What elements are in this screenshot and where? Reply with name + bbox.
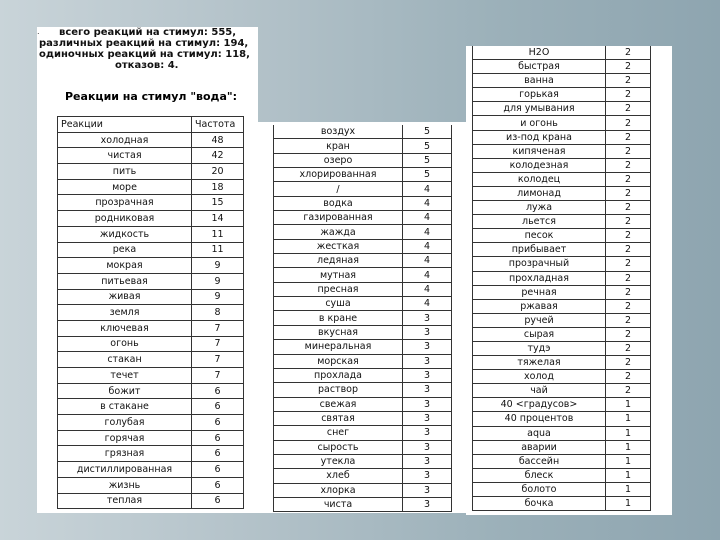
reaction-word: водка: [274, 197, 403, 211]
header-words: Реакции: [58, 117, 192, 133]
reaction-word: сырость: [274, 441, 403, 455]
table-row: [473, 116, 651, 130]
table-row: [58, 494, 244, 510]
table-row: [473, 441, 651, 455]
table-row: [58, 211, 244, 227]
reaction-word: и огонь: [473, 116, 606, 130]
reaction-word: холодная: [58, 133, 192, 149]
reaction-frequency: 3: [403, 398, 452, 412]
reaction-frequency: 4: [403, 283, 452, 297]
reaction-frequency: 5: [403, 168, 452, 182]
reaction-word: лимонад: [473, 187, 606, 201]
reaction-word: чистая: [58, 148, 192, 164]
reaction-word: земля: [58, 305, 192, 321]
reaction-frequency: 4: [403, 225, 452, 239]
reaction-word: ручей: [473, 314, 606, 328]
reaction-frequency: 11: [192, 243, 244, 259]
reaction-frequency: 11: [192, 227, 244, 243]
table-row: [473, 300, 651, 314]
table-row: [274, 283, 452, 297]
reaction-frequency: 3: [403, 412, 452, 426]
reaction-frequency: 20: [192, 164, 244, 180]
table-row: [274, 498, 452, 512]
reaction-word: в стакане: [58, 399, 192, 415]
table-row: [473, 455, 651, 469]
table-row: [473, 328, 651, 342]
reaction-word: кран: [274, 139, 403, 153]
reaction-frequency: 5: [403, 154, 452, 168]
table-row: [274, 225, 452, 239]
table-row: [274, 469, 452, 483]
reaction-frequency: 2: [606, 342, 651, 356]
table-row: [473, 46, 651, 60]
reaction-word: суша: [274, 297, 403, 311]
table-row: [58, 227, 244, 243]
frequency-table-right: [472, 46, 651, 511]
reaction-word: песок: [473, 229, 606, 243]
reaction-word: стакан: [58, 352, 192, 368]
reaction-frequency: 2: [606, 201, 651, 215]
reaction-word: болото: [473, 483, 606, 497]
frequency-table-left: [57, 116, 244, 509]
reaction-frequency: 3: [403, 498, 452, 512]
table-row: [473, 159, 651, 173]
table-row: [473, 356, 651, 370]
reaction-frequency: 3: [403, 311, 452, 325]
reaction-word: аварии: [473, 441, 606, 455]
table-row: [473, 187, 651, 201]
reaction-word: огонь: [58, 337, 192, 353]
reaction-frequency: 5: [403, 139, 452, 153]
stats-block: [37, 27, 258, 71]
table-row: [58, 133, 244, 149]
reaction-word: в кране: [274, 311, 403, 325]
table-row: [473, 427, 651, 441]
table-row: [58, 274, 244, 290]
table-row: [274, 412, 452, 426]
table-row: [473, 398, 651, 412]
reaction-word: лужа: [473, 201, 606, 215]
table-row: [274, 154, 452, 168]
reaction-frequency: 3: [403, 326, 452, 340]
table-row: [58, 164, 244, 180]
reaction-word: колодец: [473, 173, 606, 187]
reaction-word: хлорированная: [274, 168, 403, 182]
table-row: [473, 286, 651, 300]
reaction-frequency: 3: [403, 340, 452, 354]
reaction-frequency: 9: [192, 290, 244, 306]
reaction-word: мутная: [274, 268, 403, 282]
table-row: [274, 240, 452, 254]
reaction-word: море: [58, 180, 192, 196]
table-row: [274, 326, 452, 340]
reaction-frequency: 14: [192, 211, 244, 227]
table-row: [473, 272, 651, 286]
reaction-word: воздух: [274, 125, 403, 139]
table-row: [274, 197, 452, 211]
reaction-word: ледяная: [274, 254, 403, 268]
reaction-word: теплая: [58, 494, 192, 510]
reaction-word: прозрачный: [473, 257, 606, 271]
table-row: [473, 370, 651, 384]
reaction-word: льется: [473, 215, 606, 229]
reaction-frequency: 2: [606, 370, 651, 384]
reaction-frequency: 6: [192, 415, 244, 431]
table-row: [274, 125, 452, 139]
reaction-frequency: 2: [606, 215, 651, 229]
reaction-frequency: 2: [606, 116, 651, 130]
reaction-word: бочка: [473, 497, 606, 511]
table-row: [274, 426, 452, 440]
table-row: [58, 415, 244, 431]
table-header-row: [58, 117, 244, 133]
table-row: [58, 462, 244, 478]
reaction-frequency: 7: [192, 352, 244, 368]
reaction-word: святая: [274, 412, 403, 426]
reaction-frequency: 2: [606, 187, 651, 201]
reaction-frequency: 1: [606, 469, 651, 483]
reaction-word: тяжелая: [473, 356, 606, 370]
reaction-frequency: 3: [403, 441, 452, 455]
reaction-frequency: 4: [403, 182, 452, 196]
reaction-word: тудэ: [473, 342, 606, 356]
table-row: [274, 211, 452, 225]
table-row: [473, 483, 651, 497]
table-row: [473, 257, 651, 271]
reaction-word: aqua: [473, 427, 606, 441]
bullet-dot: .: [37, 27, 40, 36]
reaction-frequency: 42: [192, 148, 244, 164]
reaction-frequency: 3: [403, 355, 452, 369]
reaction-word: пить: [58, 164, 192, 180]
reaction-frequency: 5: [403, 125, 452, 139]
reaction-word: дистиллированная: [58, 462, 192, 478]
reaction-frequency: 1: [606, 412, 651, 426]
table-row: [274, 311, 452, 325]
reaction-frequency: 2: [606, 131, 651, 145]
reaction-word: река: [58, 243, 192, 259]
reaction-frequency: 3: [403, 383, 452, 397]
reaction-frequency: 6: [192, 462, 244, 478]
reaction-frequency: 1: [606, 427, 651, 441]
header-frequency: Частота: [192, 117, 244, 133]
reaction-word: горячая: [58, 431, 192, 447]
table-row: [473, 215, 651, 229]
table-row: [58, 180, 244, 196]
reaction-word: минеральная: [274, 340, 403, 354]
reaction-frequency: 4: [403, 240, 452, 254]
table-row: [58, 446, 244, 462]
reaction-frequency: 7: [192, 337, 244, 353]
reaction-frequency: 9: [192, 258, 244, 274]
reaction-frequency: 2: [606, 102, 651, 116]
table-row: [274, 369, 452, 383]
table-row: [58, 431, 244, 447]
reaction-word: колодезная: [473, 159, 606, 173]
reaction-frequency: 2: [606, 229, 651, 243]
table-row: [473, 497, 651, 511]
table-row: [58, 478, 244, 494]
reaction-frequency: 6: [192, 384, 244, 400]
reaction-word: ключевая: [58, 321, 192, 337]
table-row: [473, 201, 651, 215]
reaction-frequency: 18: [192, 180, 244, 196]
reaction-word: жидкость: [58, 227, 192, 243]
reaction-frequency: 2: [606, 300, 651, 314]
table-row: [58, 290, 244, 306]
reaction-frequency: 2: [606, 46, 651, 60]
table-row: [473, 342, 651, 356]
reaction-word: течет: [58, 368, 192, 384]
table-row: [274, 484, 452, 498]
reaction-frequency: 9: [192, 274, 244, 290]
reaction-word: раствор: [274, 383, 403, 397]
reaction-word: быстрая: [473, 60, 606, 74]
reaction-frequency: 1: [606, 455, 651, 469]
reaction-word: хлорка: [274, 484, 403, 498]
reaction-word: прибывает: [473, 243, 606, 257]
reaction-word: снег: [274, 426, 403, 440]
table-row: [58, 368, 244, 384]
reaction-word: жесткая: [274, 240, 403, 254]
table-row: [473, 469, 651, 483]
table-row: [58, 399, 244, 415]
reaction-word: блеск: [473, 469, 606, 483]
table-row: [473, 243, 651, 257]
reaction-word: чай: [473, 384, 606, 398]
reaction-word: H2O: [473, 46, 606, 60]
left-panel: [37, 27, 258, 513]
reaction-word: /: [274, 182, 403, 196]
reaction-frequency: 4: [403, 268, 452, 282]
stat-distinct: различных реакций на стимул: 194,: [39, 38, 249, 49]
reaction-word: прохладная: [473, 272, 606, 286]
reaction-frequency: 3: [403, 455, 452, 469]
reaction-word: 40 процентов: [473, 412, 606, 426]
reaction-frequency: 15: [192, 195, 244, 211]
table-row: [274, 297, 452, 311]
reaction-word: свежая: [274, 398, 403, 412]
table-row: [274, 455, 452, 469]
reaction-frequency: 6: [192, 431, 244, 447]
reaction-frequency: 4: [403, 197, 452, 211]
reaction-frequency: 1: [606, 441, 651, 455]
table-row: [58, 305, 244, 321]
reaction-word: мокрая: [58, 258, 192, 274]
reaction-frequency: 4: [403, 254, 452, 268]
middle-panel: [258, 122, 466, 513]
reaction-frequency: 4: [403, 297, 452, 311]
reaction-frequency: 2: [606, 257, 651, 271]
reaction-word: живая: [58, 290, 192, 306]
reaction-frequency: 8: [192, 305, 244, 321]
table-row: [274, 441, 452, 455]
table-row: [473, 314, 651, 328]
table-row: [274, 355, 452, 369]
table-row: [473, 131, 651, 145]
reaction-word: бассейн: [473, 455, 606, 469]
reaction-word: ржавая: [473, 300, 606, 314]
table-row: [274, 268, 452, 282]
reaction-frequency: 2: [606, 286, 651, 300]
reaction-frequency: 48: [192, 133, 244, 149]
table-row: [274, 182, 452, 196]
reaction-frequency: 2: [606, 173, 651, 187]
table-heading: Реакции на стимул "вода":: [65, 90, 237, 103]
reaction-word: речная: [473, 286, 606, 300]
reaction-word: ванна: [473, 74, 606, 88]
table-row: [274, 254, 452, 268]
table-row: [473, 102, 651, 116]
reaction-frequency: 6: [192, 399, 244, 415]
table-row: [473, 412, 651, 426]
reaction-frequency: 2: [606, 314, 651, 328]
reaction-frequency: 2: [606, 356, 651, 370]
reaction-frequency: 1: [606, 398, 651, 412]
reaction-word: горькая: [473, 88, 606, 102]
table-row: [58, 384, 244, 400]
reaction-frequency: 2: [606, 328, 651, 342]
reaction-word: жизнь: [58, 478, 192, 494]
reaction-word: холод: [473, 370, 606, 384]
reaction-word: родниковая: [58, 211, 192, 227]
reaction-word: прохлада: [274, 369, 403, 383]
table-row: [473, 173, 651, 187]
reaction-frequency: 1: [606, 497, 651, 511]
reaction-frequency: 1: [606, 483, 651, 497]
reaction-frequency: 2: [606, 145, 651, 159]
reaction-word: пресная: [274, 283, 403, 297]
reaction-word: чиста: [274, 498, 403, 512]
reaction-frequency: 3: [403, 469, 452, 483]
reaction-word: жажда: [274, 225, 403, 239]
reaction-word: утекла: [274, 455, 403, 469]
reaction-word: для умывания: [473, 102, 606, 116]
right-panel: [466, 46, 672, 515]
reaction-word: из-под крана: [473, 131, 606, 145]
reaction-frequency: 2: [606, 243, 651, 257]
stat-refusals: отказов: 4.: [115, 60, 179, 71]
reaction-frequency: 6: [192, 446, 244, 462]
reaction-word: божит: [58, 384, 192, 400]
reaction-frequency: 2: [606, 159, 651, 173]
reaction-word: сырая: [473, 328, 606, 342]
table-row: [274, 340, 452, 354]
reaction-frequency: 2: [606, 272, 651, 286]
table-row: [473, 145, 651, 159]
table-row: [274, 398, 452, 412]
table-row: [58, 321, 244, 337]
reaction-word: вкусная: [274, 326, 403, 340]
table-row: [473, 60, 651, 74]
table-row: [473, 74, 651, 88]
frequency-table-middle: [273, 125, 452, 512]
table-row: [473, 384, 651, 398]
table-row: [473, 229, 651, 243]
table-row: [274, 383, 452, 397]
table-row: [274, 139, 452, 153]
reaction-word: кипяченая: [473, 145, 606, 159]
reaction-frequency: 2: [606, 74, 651, 88]
reaction-frequency: 7: [192, 368, 244, 384]
reaction-frequency: 2: [606, 384, 651, 398]
reaction-frequency: 7: [192, 321, 244, 337]
table-row: [58, 258, 244, 274]
table-row: [58, 243, 244, 259]
reaction-word: 40 <градусов>: [473, 398, 606, 412]
reaction-frequency: 2: [606, 60, 651, 74]
reaction-word: газированная: [274, 211, 403, 225]
table-row: [58, 352, 244, 368]
table-row: [58, 195, 244, 211]
reaction-word: голубая: [58, 415, 192, 431]
reaction-frequency: 4: [403, 211, 452, 225]
table-row: [58, 148, 244, 164]
reaction-word: питьевая: [58, 274, 192, 290]
table-row: [58, 337, 244, 353]
table-row: [473, 88, 651, 102]
reaction-frequency: 3: [403, 484, 452, 498]
reaction-frequency: 6: [192, 494, 244, 510]
reaction-word: грязная: [58, 446, 192, 462]
reaction-frequency: 2: [606, 88, 651, 102]
reaction-word: прозрачная: [58, 195, 192, 211]
stat-total: всего реакций на стимул: 555,: [59, 27, 237, 38]
table-row: [274, 168, 452, 182]
reaction-frequency: 6: [192, 478, 244, 494]
reaction-word: озеро: [274, 154, 403, 168]
reaction-word: хлеб: [274, 469, 403, 483]
reaction-frequency: 3: [403, 426, 452, 440]
reaction-word: морская: [274, 355, 403, 369]
stat-single: одиночных реакций на стимул: 118,: [39, 49, 250, 60]
reaction-frequency: 3: [403, 369, 452, 383]
